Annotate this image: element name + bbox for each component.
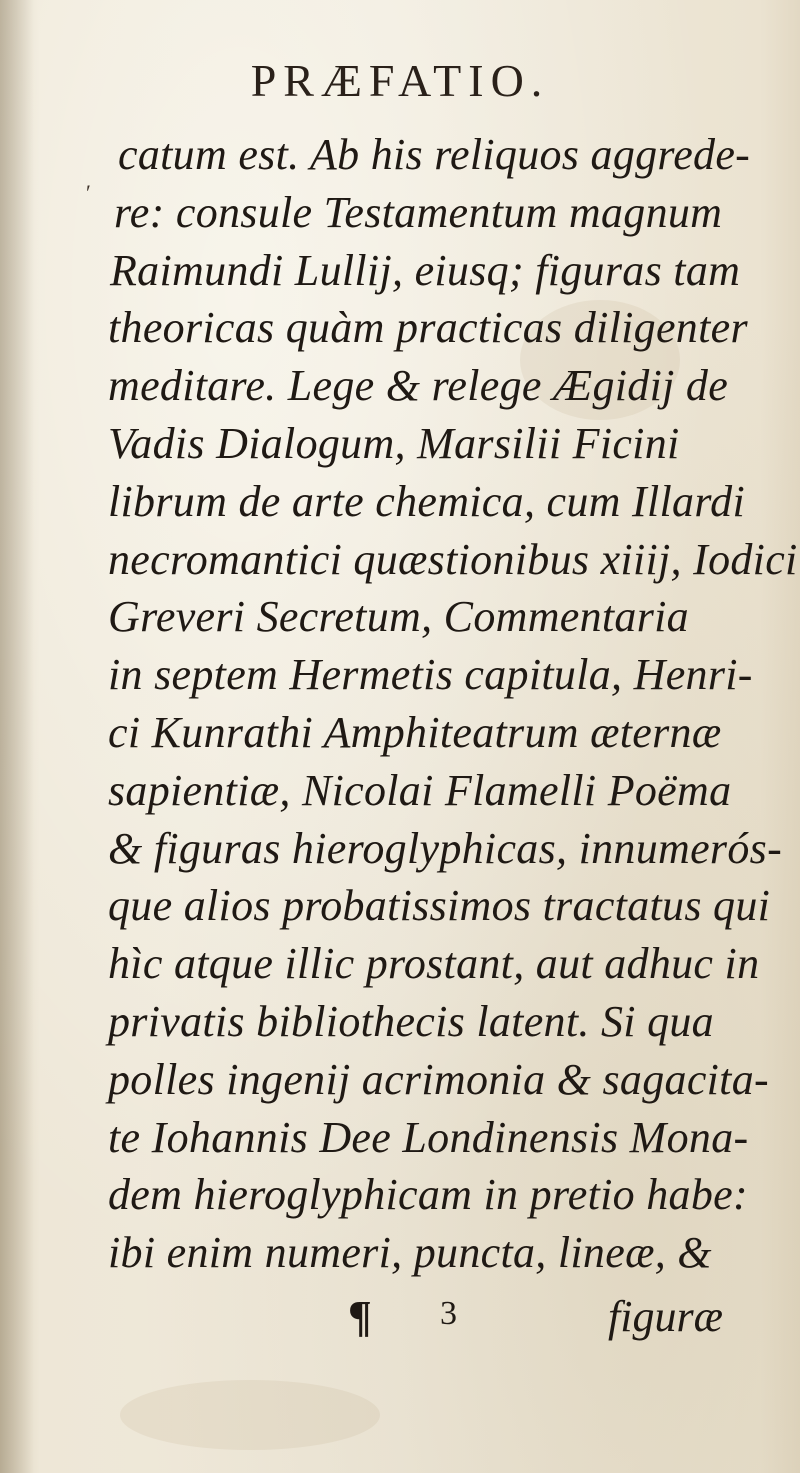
text-line: necromantici quæstionibus xiiij, Iodici — [108, 534, 798, 584]
signature-mark: ¶ — [348, 1292, 372, 1341]
latin-text-body — [108, 126, 798, 1282]
text-line: in septem Hermetis capitula, Henri- — [108, 650, 753, 700]
text-line: meditare. Lege & relege Ægidij de — [108, 361, 729, 411]
text-line: librum de arte chemica, cum Illardi — [108, 476, 745, 526]
text-line: Greveri Secretum, Commentaria — [108, 592, 689, 642]
text-line: re: consule Testamentum magnum — [114, 187, 723, 237]
gutter-shadow — [0, 0, 34, 1473]
paper-stain — [120, 1380, 380, 1450]
text-line: privatis bibliothecis latent. Si qua — [108, 996, 714, 1046]
text-line: hìc atque illic prostant, aut adhuc in — [108, 939, 760, 989]
text-line: theoricas quàm practicas diligenter — [108, 303, 748, 353]
text-line: te Iohannis Dee Londinensis Mona- — [108, 1112, 749, 1162]
text-line: dem hieroglyphicam in pretio habe: — [108, 1170, 748, 1220]
catchword: figuræ — [608, 1292, 723, 1341]
text-line: catum est. Ab his reliquos aggrede- — [118, 130, 751, 179]
text-line: sapientiæ, Nicolai Flamelli Poëma — [108, 765, 732, 815]
text-line: ci Kunrathi Amphiteatrum æternæ — [108, 707, 722, 757]
signature-number: 3 — [440, 1295, 457, 1332]
text-line: ibi enim numeri, puncta, lineæ, & — [108, 1228, 712, 1278]
page-footer — [0, 1291, 800, 1351]
margin-mark: ′ — [86, 180, 91, 205]
text-line: & figuras hieroglyphicas, innumerós- — [108, 823, 783, 873]
text-line: Raimundi Lullij, eiusq; figuras tam — [110, 245, 741, 295]
text-line: polles ingenij acrimonia & sagacita- — [108, 1054, 769, 1104]
text-line: Vadis Dialogum, Marsilii Ficini — [108, 418, 680, 468]
text-line: que alios probatissimos tractatus qui — [108, 881, 771, 931]
running-header: PRÆFATIO. — [250, 55, 550, 106]
